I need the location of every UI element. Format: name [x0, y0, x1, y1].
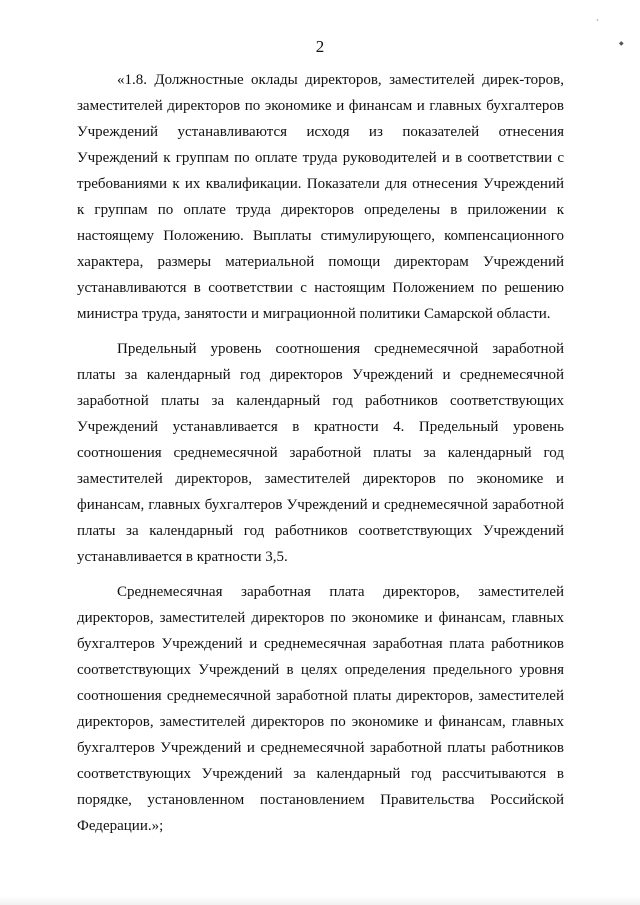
scan-artifact-dot: ◆	[619, 41, 624, 47]
paragraph-salary-ratio: Предельный уровень соотношения среднемесячной заработной платы за календарный год директоров Учреждений и среднемесячной заработной платы за календарный год работников соответствующих Учреждений устанавливается в кратности 4. Предельный уровень соотношения среднемесячной заработной платы за календарный год заместителей директоров, заместителей директоров по экономике и финансам, главных бухгалтеров Учреждений и среднемесячной заработной платы за календарный год работников соответствующих Учреждений устанавливается в кратности 3,5.	[77, 341, 564, 565]
page-number: 2	[315, 37, 325, 56]
document-body	[77, 67, 564, 839]
scan-bottom-edge	[0, 896, 640, 905]
paragraph-average-salary: Среднемесячная заработная плата директоров, заместителей директоров, заместителей директоров по экономике и финансам, главных бухгалтеров Учреждений и среднемесячная заработная плата работников соответствующих Учреждений в целях определения предельного уровня соотношения среднемесячной заработной платы директоров, заместителей директоров, заместителей директоров по экономике и финансам, главных бухгалтеров Учреждений и среднемесячной заработной платы работников соответствующих Учреждений за календарный год рассчитываются в порядке, установленном постановлением Правительства Российской Федерации.»;	[77, 584, 564, 834]
scan-artifact-mark: ˏ	[596, 11, 599, 21]
paragraph-1-8: «1.8. Должностные оклады директоров, заместителей дирек-торов, заместителей директоров по экономике и финансам и главных бухгалтеров Учреждений устанавливаются исходя из показателей отнесения Учреждений к группам по оплате труда руководителей и в соответствии с требованиями к их квалификации. Показатели для отнесения Учреждений к группам по оплате труда директоров определены в приложении к настоящему Положению. Выплаты стимулирующего, компенсационного характера, размеры материальной помощи директорам Учреждений устанавливаются в соответствии с настоящим Положением по решению министра труда, занятости и миграционной политики Самарской области.	[77, 72, 564, 322]
